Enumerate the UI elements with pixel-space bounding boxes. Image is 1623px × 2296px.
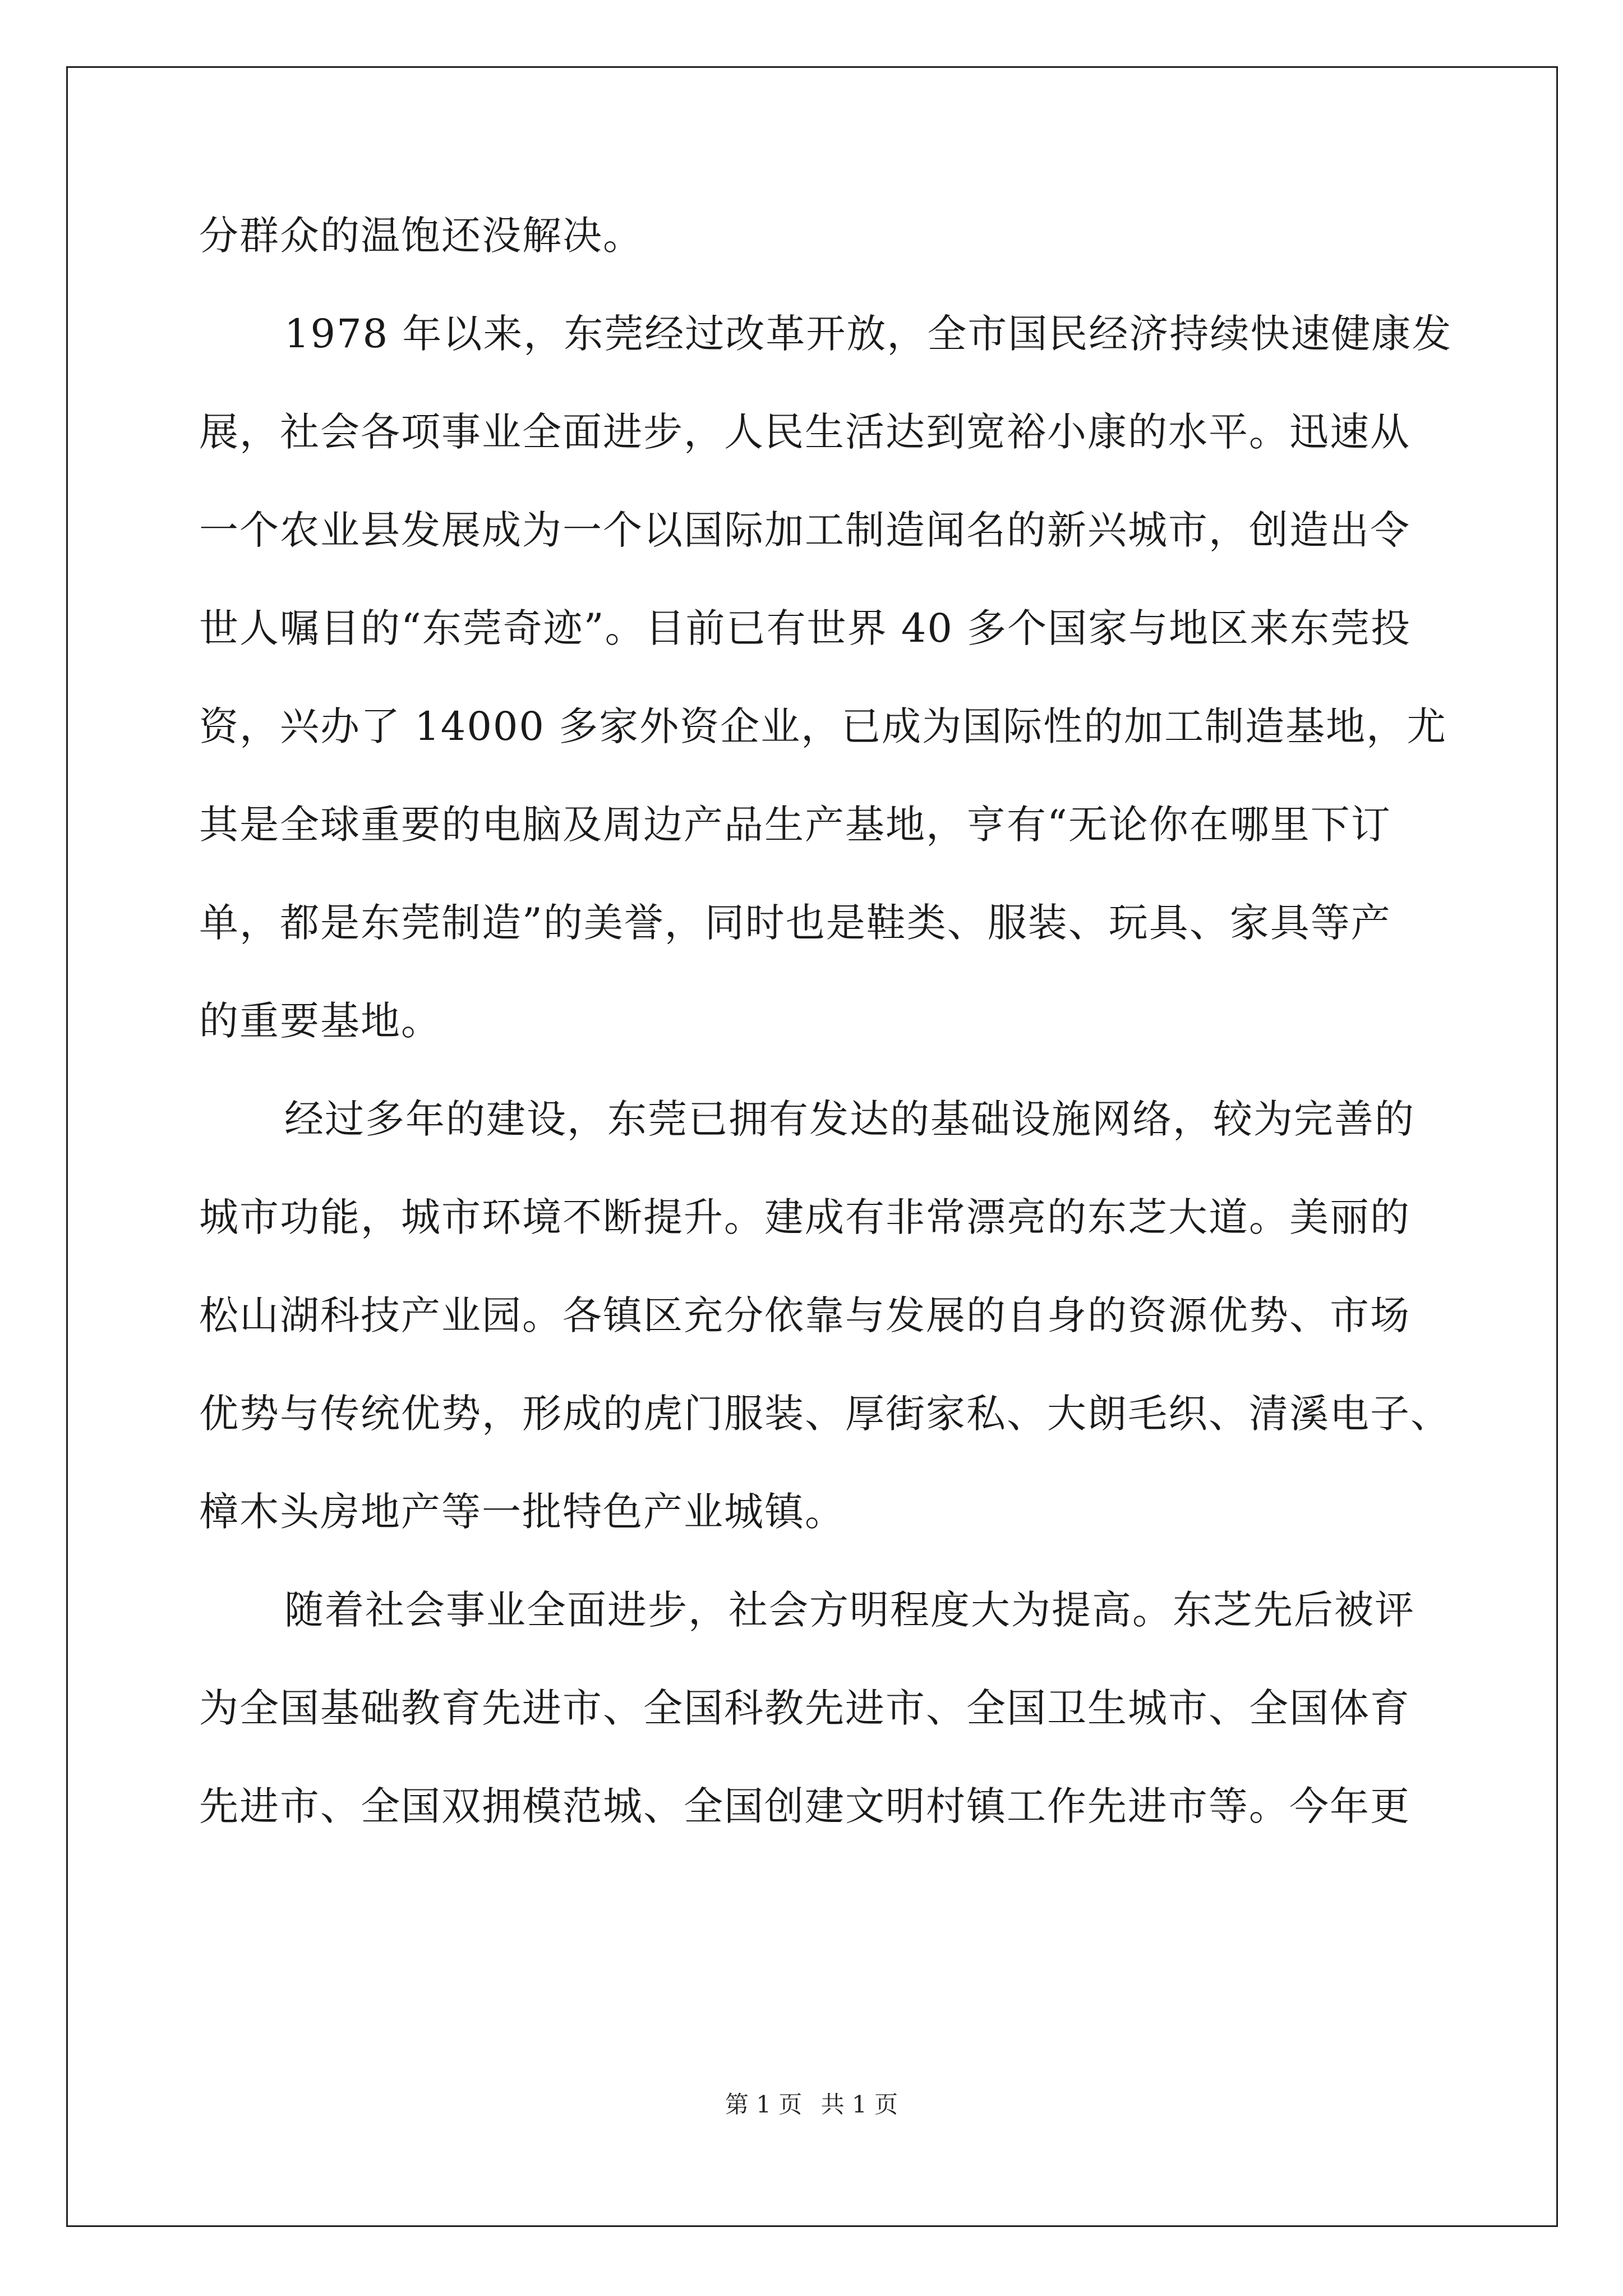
text-line: 松山湖科技产业园。各镇区充分依靠与发展的自身的资源优势、市场	[199, 1292, 1410, 1338]
text-line: 其是全球重要的电脑及周边产品生产基地，亨有“无论你在哪里下订	[199, 802, 1391, 848]
page-number: 第 1 页	[725, 2091, 803, 2118]
text-line: 的重要基地。	[199, 998, 441, 1044]
text-line: 分群众的温饱还没解决。	[199, 213, 643, 259]
text-line: 世人嘱目的“东莞奇迹”。目前已有世界 40 多个国家与地区来东莞投	[199, 605, 1412, 651]
text-line: 资，兴办了 14000 多家外资企业，已成为国际性的加工制造基地，尤	[199, 703, 1447, 749]
text-line: 随着社会事业全面进步，社会方明程度大为提高。东芝先后被评	[284, 1587, 1415, 1633]
text-line: 经过多年的建设，东莞已拥有发达的基础设施网络，较为完善的	[284, 1096, 1415, 1142]
page-footer	[0, 2088, 1623, 2122]
text-line: 先进市、全国双拥模范城、全国创建文明村镇工作先进市等。今年更	[199, 1783, 1410, 1829]
text-line: 为全国基础教育先进市、全国科教先进市、全国卫生城市、全国体育	[199, 1685, 1410, 1731]
text-line: 优势与传统优势，形成的虎门服装、厚街家私、大朗毛织、清溪电子、	[199, 1391, 1451, 1437]
text-line: 单，都是东莞制造”的美誉，同时也是鞋类、服装、玩具、家具等产	[199, 900, 1391, 946]
text-line: 1978 年以来，东莞经过改革开放，全市国民经济持续快速健康发	[284, 311, 1453, 357]
text-line: 樟木头房地产等一批特色产业城镇。	[199, 1489, 845, 1535]
text-line: 城市功能，城市环境不断提升。建成有非常漂亮的东芝大道。美丽的	[199, 1194, 1410, 1240]
text-line: 一个农业县发展成为一个以国际加工制造闻名的新兴城市，创造出令	[199, 507, 1410, 553]
page-total: 共 1 页	[820, 2091, 898, 2118]
text-line: 展，社会各项事业全面进步，人民生活达到宽裕小康的水平。迅速从	[199, 409, 1410, 455]
